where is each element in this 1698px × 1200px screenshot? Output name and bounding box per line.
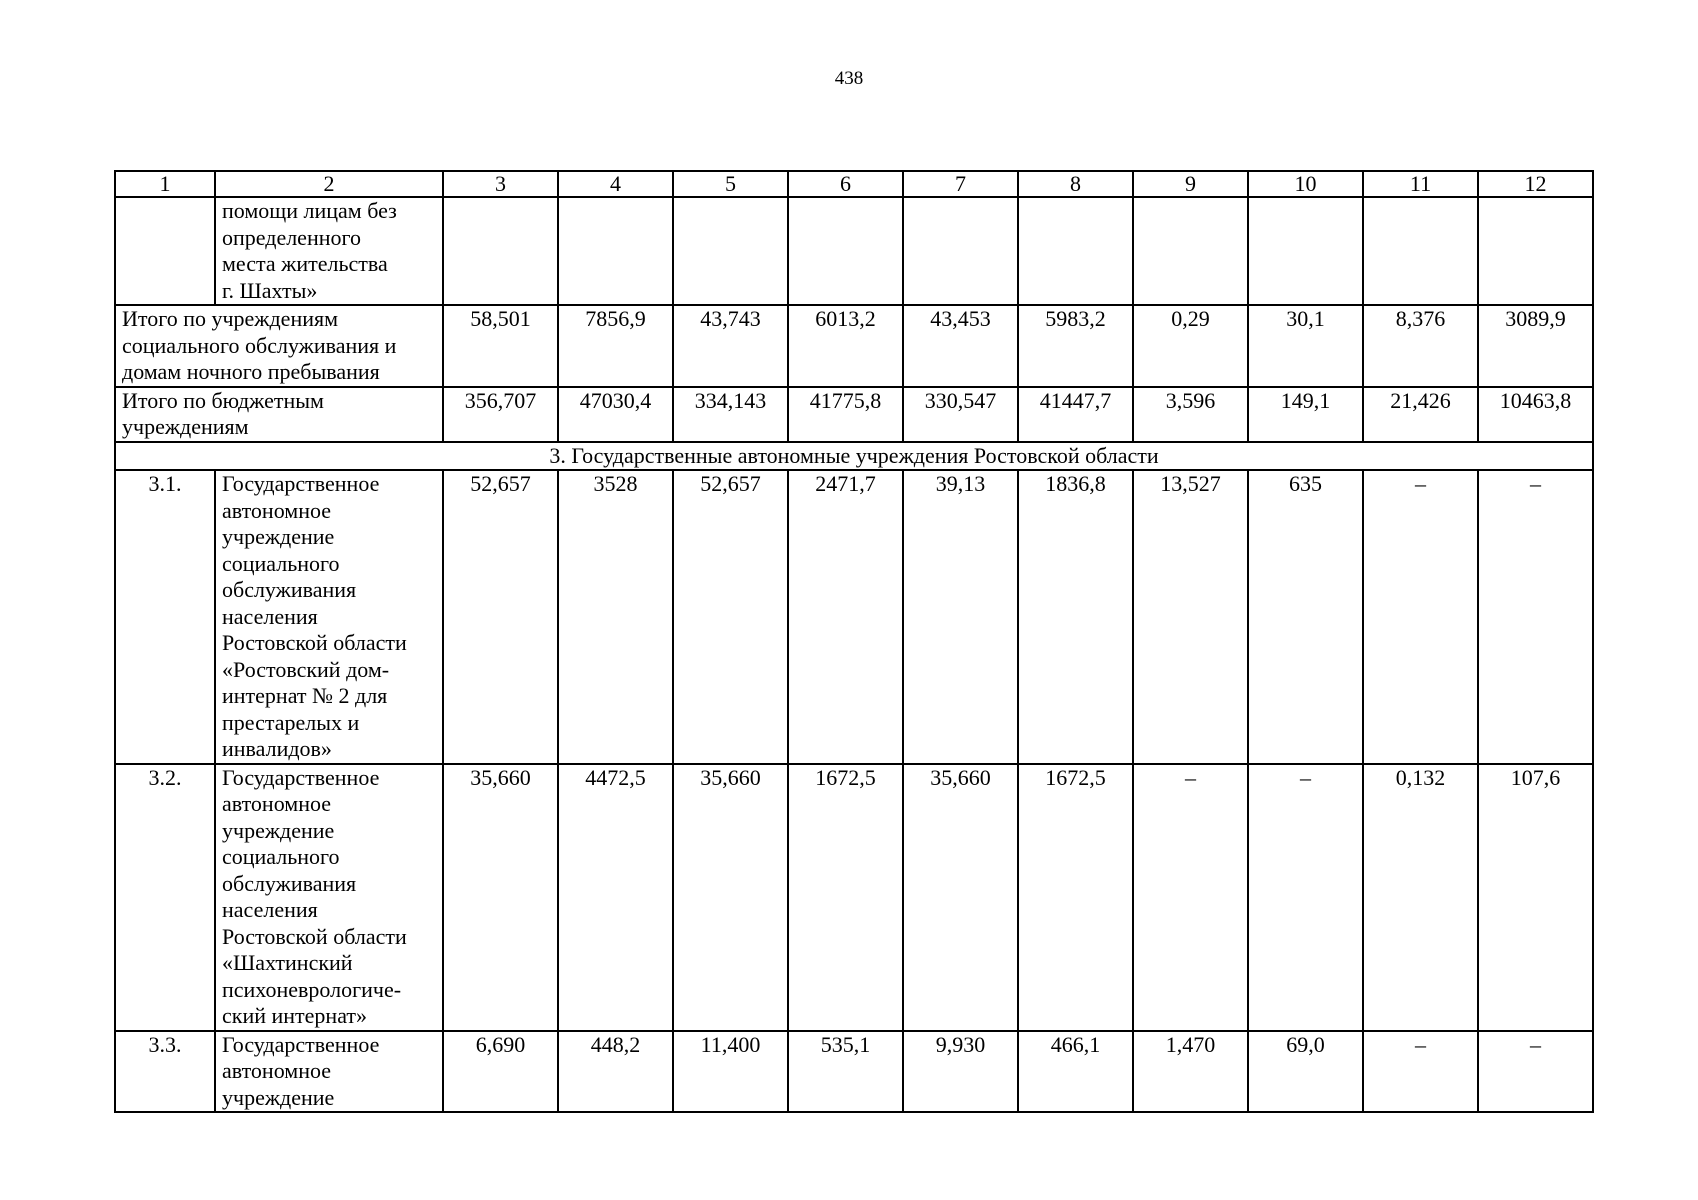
value-cell: – (1478, 1031, 1593, 1113)
value-cell: 356,707 (443, 387, 558, 442)
value-cell: 35,660 (673, 764, 788, 1031)
page-number: 438 (834, 68, 864, 89)
total-label-cell: Итого по учреждениям социального обслуживания и домам ночного пребывания (115, 305, 443, 387)
value-cell: 13,527 (1133, 470, 1248, 764)
total-label-cell: Итого по бюджетным учреждениям (115, 387, 443, 442)
section-header-row (115, 442, 1593, 471)
value-cell: 330,547 (903, 387, 1018, 442)
section-title: 3. Государственные автономные учреждения Ростовской области (115, 442, 1593, 471)
value-cell: 9,930 (903, 1031, 1018, 1113)
value-cell: 635 (1248, 470, 1363, 764)
value-cell: 21,426 (1363, 387, 1478, 442)
value-cell: 0,132 (1363, 764, 1478, 1031)
institution-name-cell: Государственное автономное учреждение социального обслуживания населения Ростовской области «Шахтинский психоневрологиче- ский интернат» (215, 764, 443, 1031)
value-cell: 334,143 (673, 387, 788, 442)
value-cell: 52,657 (443, 470, 558, 764)
row-number-cell: 3.2. (115, 764, 215, 1031)
value-cell: 11,400 (673, 1031, 788, 1113)
value-cell: 2471,7 (788, 470, 903, 764)
table-row-continuation (115, 197, 1593, 305)
value-cell: 1836,8 (1018, 470, 1133, 764)
total-row (115, 305, 1593, 387)
value-cell: 535,1 (788, 1031, 903, 1113)
value-cell: 69,0 (1248, 1031, 1363, 1113)
row-number-cell (115, 197, 215, 305)
value-cell (673, 197, 788, 305)
value-cell: 10463,8 (1478, 387, 1593, 442)
value-cell (1363, 197, 1478, 305)
value-cell: 30,1 (1248, 305, 1363, 387)
value-cell: 149,1 (1248, 387, 1363, 442)
value-cell: – (1363, 1031, 1478, 1113)
value-cell: 1672,5 (1018, 764, 1133, 1031)
column-number-header: 3 (443, 171, 558, 197)
value-cell (903, 197, 1018, 305)
value-cell: 52,657 (673, 470, 788, 764)
column-number-header: 2 (215, 171, 443, 197)
value-cell: 107,6 (1478, 764, 1593, 1031)
institution-name-cell: Государственное автономное учреждение (215, 1031, 443, 1113)
value-cell (558, 197, 673, 305)
value-cell (788, 197, 903, 305)
value-cell: 6013,2 (788, 305, 903, 387)
column-number-header: 5 (673, 171, 788, 197)
value-cell: 3528 (558, 470, 673, 764)
column-number-header: 1 (115, 171, 215, 197)
column-number-header: 4 (558, 171, 673, 197)
value-cell: 35,660 (903, 764, 1018, 1031)
column-number-header: 7 (903, 171, 1018, 197)
value-cell: 3089,9 (1478, 305, 1593, 387)
value-cell: 58,501 (443, 305, 558, 387)
column-number-header: 12 (1478, 171, 1593, 197)
value-cell: – (1248, 764, 1363, 1031)
value-cell: 39,13 (903, 470, 1018, 764)
value-cell: 3,596 (1133, 387, 1248, 442)
total-row (115, 387, 1593, 442)
column-number-header: 6 (788, 171, 903, 197)
table-row (115, 1031, 1593, 1113)
value-cell: – (1363, 470, 1478, 764)
column-number-header: 10 (1248, 171, 1363, 197)
institution-name-cell: Государственное автономное учреждение социального обслуживания населения Ростовской области «Ростовский дом- интернат № 2 для престарелых и инвалидов» (215, 470, 443, 764)
value-cell: 0,29 (1133, 305, 1248, 387)
value-cell (1478, 197, 1593, 305)
value-cell: – (1133, 764, 1248, 1031)
institution-name-cell: помощи лицам без определенного места жительства г. Шахты» (215, 197, 443, 305)
value-cell: 5983,2 (1018, 305, 1133, 387)
value-cell (1248, 197, 1363, 305)
value-cell: – (1478, 470, 1593, 764)
data-table (114, 170, 1594, 1113)
column-number-header: 8 (1018, 171, 1133, 197)
value-cell: 43,453 (903, 305, 1018, 387)
column-number-header: 9 (1133, 171, 1248, 197)
value-cell: 4472,5 (558, 764, 673, 1031)
value-cell: 35,660 (443, 764, 558, 1031)
table-row (115, 470, 1593, 764)
value-cell: 43,743 (673, 305, 788, 387)
value-cell: 466,1 (1018, 1031, 1133, 1113)
value-cell (1018, 197, 1133, 305)
value-cell: 41447,7 (1018, 387, 1133, 442)
row-number-cell: 3.3. (115, 1031, 215, 1113)
value-cell (1133, 197, 1248, 305)
value-cell: 1672,5 (788, 764, 903, 1031)
column-number-header-row (115, 171, 1593, 197)
value-cell (443, 197, 558, 305)
value-cell: 7856,9 (558, 305, 673, 387)
table-row (115, 764, 1593, 1031)
row-number-cell: 3.1. (115, 470, 215, 764)
value-cell: 47030,4 (558, 387, 673, 442)
column-number-header: 11 (1363, 171, 1478, 197)
value-cell: 1,470 (1133, 1031, 1248, 1113)
value-cell: 6,690 (443, 1031, 558, 1113)
value-cell: 41775,8 (788, 387, 903, 442)
value-cell: 448,2 (558, 1031, 673, 1113)
value-cell: 8,376 (1363, 305, 1478, 387)
